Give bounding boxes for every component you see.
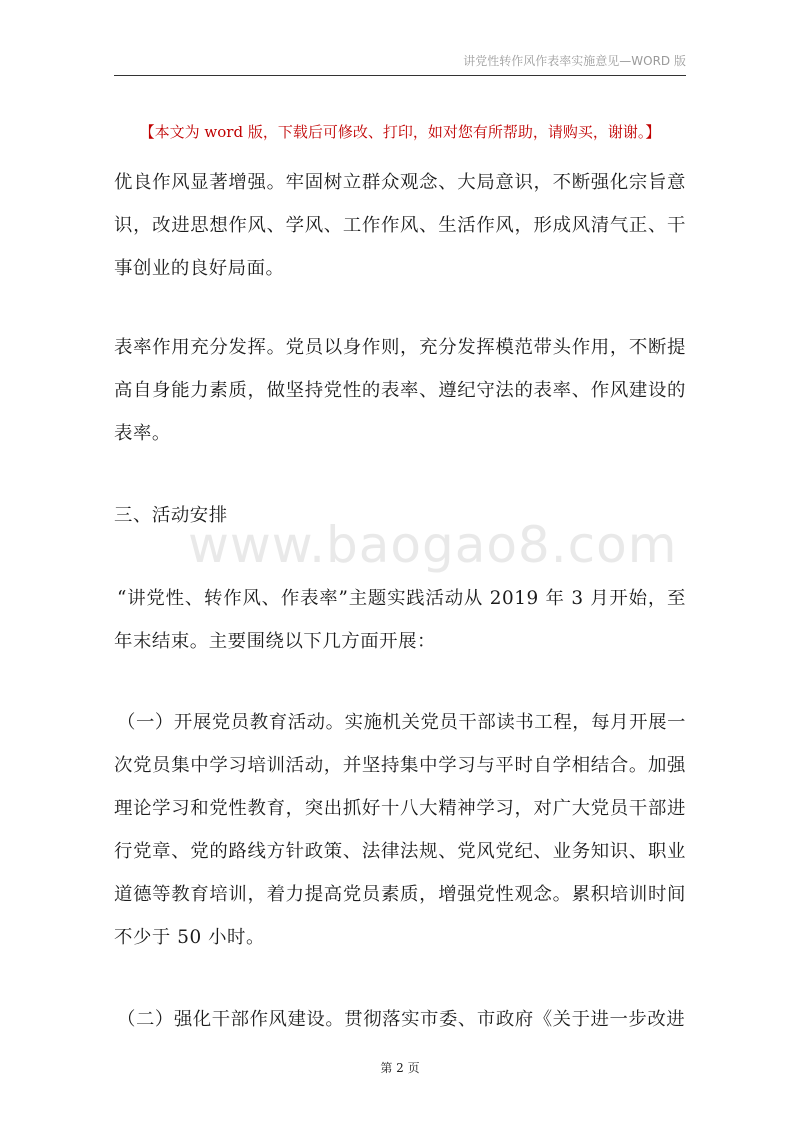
- paragraph-party-education: （一）开展党员教育活动。实施机关党员干部读书工程，每月开展一次党员集中学习培训活动，并坚持集中学习与平时自学相结合。加强理论学习和党性教育，突出抓好十八大精神学习，对广大党员干部进行党章、党的路线方针政策、法律法规、党风党纪、业务知识、职业道德等教育培训，着力提高党员素质，增强党性观念。累积培训时间不少于 50 小时。: [114, 712, 686, 948]
- page-number: 第 2 页: [380, 1061, 420, 1075]
- header-divider: [114, 75, 686, 76]
- paragraph-activity-schedule: “讲党性、转作风、作表率”主题实践活动从 2019 年 3 月开始，至年末结束。主要围绕以下几方面开展：: [114, 588, 686, 652]
- watermark: www.baogao8.com: [188, 516, 678, 574]
- section-heading-activity-arrangement: 三、活动安排: [114, 505, 228, 526]
- download-notice: 【本文为 word 版，下载后可修改、打印，如对您有所帮助，请购买，谢谢。】: [139, 123, 661, 141]
- paragraph-style-improvement: 优良作风显著增强。牢固树立群众观念、大局意识，不断强化宗旨意识，改进思想作风、学风、工作作风、生活作风，形成风清气正、干事创业的良好局面。: [114, 172, 686, 279]
- paragraph-exemplary-role: 表率作用充分发挥。党员以身作则，充分发挥模范带头作用，不断提高自身能力素质，做坚持党性的表率、遵纪守法的表率、作风建设的表率。: [114, 337, 686, 444]
- running-header: 讲党性转作风作表率实施意见—WORD 版: [463, 54, 686, 68]
- paragraph-cadre-style: （二）强化干部作风建设。贯彻落实市委、市政府《关于进一步改进: [117, 1009, 686, 1030]
